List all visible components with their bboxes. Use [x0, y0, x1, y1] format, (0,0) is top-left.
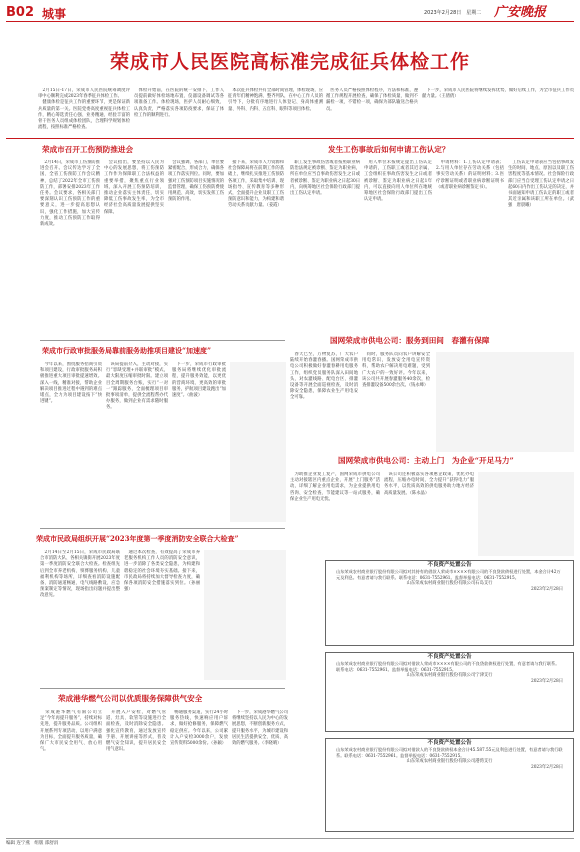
lead-col-3: 本次征兵体检共有全部时间管理，体检现场，应征青年们精神饱满、整齐列队，在中心工作人员的引导下，分批有序地进行人体登记、身高体重测量、外科、内科、五官科、眼科等项目体检。: [228, 88, 323, 112]
article-d-col-1: 荣成港华燃气有限公司立足“今年再提升服务”，持续对标先进，提升服务品质。公司组织开展系列专项活动，以用户满意为目标，全面提升服务质量，确保广大市民安全用气、放心用气。: [40, 710, 102, 753]
notice-3: [325, 738, 574, 832]
article-e-col-4: 工伤认定申请表应当包括事故发生的时间、地点、原因以及职工伤害程度等基本情况。社会保险行政部门应当自受理工伤认定申请之日起60日内作出工伤认定的决定，并书面通知申请工伤认定的职工或者其近亲属和该职工所在单位。（武强 唐晨曦）: [508, 160, 574, 209]
article-f-col-2: 同时，服务队员向农户讲解安全用电常识，发放安全用电宣传资料，帮助农户解决用电难题，受到广大农户的一致好评。今年以来，该公司共开展春灌服务40余次，检查排灌设备500余台次。（钱永峰）: [362, 352, 430, 389]
article-c-col-1: 2月14日至2月15日，荣成市民政局联合市消防大队、各相关镇街开展2023年度第一季度消防安全联合大检查。检查组先后到全市养老机构、殡葬服务机构、儿童福利机构等场所，详细查看消防设施配备、消防通道畅通、电气线路敷设、应急预案制定等情况，现场指出问题并提出整改意见。: [40, 550, 120, 599]
notice-1: [325, 560, 574, 646]
lead-headline: 荣成市人民医院高标准完成征兵体检工作: [109, 51, 470, 73]
article-f-col-1: 春天已至，万物复苏，广大农户陆续开始春灌春播。国网荣成市供电公司积极做好春灌春耕用电服务工作，组织党员服务队深入田间地头，对农灌线路、配电台区、排灌设备等开展全面巡视检查，及时消除安全隐患，保障农业生产用电安全可靠。: [290, 352, 358, 401]
article-c-col-3: [204, 550, 286, 680]
section-name: 城事: [42, 7, 67, 21]
article-c-headline: 荣成市民政局组织开展“2023年度第一季度消防安全联合大检查”: [36, 534, 239, 543]
article-b-divider: [40, 528, 285, 529]
page-header: [6, 4, 574, 22]
notice-3-org: 山东荣成农村商业银行股份有限公司港湾支行: [406, 759, 493, 764]
notice-1-title: 不良资产处置公告: [427, 562, 472, 568]
notice-1-body: 山东荣成农村商业银行股份有限公司拟对其持有的借款人荣成市××××有限公司的不良贷款债权进行处置，本金合计42万元及利息。有意者请与我行联系。联系电话：0631-7552961。监督举报电话：0631-7552915。: [336, 569, 561, 580]
article-f-col-3: [436, 352, 574, 452]
lead-col-5: 下一步，荣成市人民医院将继续发挥优势，做好后续工作，为全市征兵工作贡献力量。（王倩倩）: [422, 88, 574, 100]
article-a-col-1: 2月14日，荣成市工伤预防推进会召开。会议传达学习了全国、全省工伤预防工作会议精神，总结了2022年全市工伤预防工作，部署安排2023年工作任务。会议要求，各相关部门要深刻认识工伤预防工作的重要意义，进一步提高思想认识，强化工作措施，加大宣传力度，推动工伤预防工作取得新成效。: [40, 160, 100, 228]
article-d-col-3: 畅通服务渠道，实行24小时服务热线，快速响应用户诉求，做好抢修服务，保障燃气稳定供应。今年以来，公司累计入户安检3000余户，发放宣传资料5000余份。（孙颖）: [170, 710, 228, 747]
article-a-col-4: 接下来，荣成市人力资源和社会保障局将在前期工作的基础上，继续扎实推进工伤预防各项工作，采取集中培训、现场指导、宣传教育等多种形式，全面提升企业及职工工伤预防意识和能力，为构建和谐劳动关系贡献力量。（姜霞）: [228, 160, 284, 209]
lead-divider: [6, 138, 574, 139]
notice-2: [325, 652, 574, 732]
notice-2-body: 山东荣成农村商业银行股份有限公司拟对借款人荣成市××××有限公司的不良贷款债权进行处置，有意者请与我行联系。联系电话：0631-7552961。监督举报电话：0631-7552915。: [336, 661, 560, 672]
article-c-col-2: 通过本次检查，有效提高了荣成市养老服务机构工作人员的消防安全意识，进一步消除了各类安全隐患，为构建和谐稳定的社会环境夯实基础。接下来，市民政局将持续加大督导检查力度，确保各项消防安全措施落实到位。（孙丽强）: [124, 550, 200, 593]
masthead-logo: 广安晚报: [494, 5, 547, 20]
page-footer: [6, 838, 574, 849]
notice-3-body: 山东荣成农村商业银行股份有限公司拟对借款人的不良贷款债权本金合计45.587.55元及利息进行处置，有意者请与我行联系。联系电话：0631-7552961。监督举报电话：0631-7552915。: [336, 747, 563, 758]
article-d-headline: 荣成港华燃气公司以优质服务保障供气安全: [58, 694, 203, 703]
article-e-col-1: 职工发生事故伤害或者按照职业病防治法规定被诊断、鉴定为职业病，所在单位应当自事故伤害发生之日或者被诊断、鉴定为职业病之日起30日内，向统筹地区社会保险行政部门提出工伤认定申请。: [290, 160, 360, 197]
lead-col-1: 2月15日-17日，荣成市人民医院统筹调度评审中心顺利完成2023年春季征兵体检工作。 健康体检是征兵工作的重要环节，更是保证新兵质量的第一关。医院党委高度重视征兵体检工作，精心筹选责任心强、业务精通、经验丰富的骨干医务人员组成体检团队，合理科学规划体检流程，按照标准严格检查。: [38, 88, 130, 131]
article-g-col-3: [478, 472, 574, 556]
article-d-col-4: 下一步，荣成港华燃气公司将继续坚持以人民为中心的发展思想，不断创新服务方式，提升服务水平，为城市建设和居民生活提供安全、优质、高效的燃气服务。（李晓晴）: [232, 710, 288, 747]
notice-1-org: 山东荣成农村商业银行股份有限公司石岛支行: [406, 581, 493, 586]
notice-3-title: 不良资产处置公告: [427, 740, 472, 746]
footer-credits: 编辑 连宁燕 组版 邵舒涓: [6, 841, 59, 846]
notice-1-date: 2023年2月28日: [530, 587, 563, 592]
article-g-col-2: 该公司还积极落实各项惠企政策，优化办电流程，压缩办电时间，全力提升“获得电力”服务水平，以优质高效的供电服务助力地方经济高质量发展。（陈永晶）: [384, 472, 474, 496]
article-b-col-4: [230, 362, 286, 522]
article-g-col-1: 为助推企业复工复产，国网荣成市供电公司主动对接辖区内重点企业，开展“上门服务”活动，详细了解企业用电需求，为企业提供用电咨询、安全检查、节能建议等一站式服务，确保企业生产用电无忧。: [290, 472, 380, 502]
article-b-col-1: 今年以来，围绕服务招商引资和项目建设，行政审批服务局积极推进重大项目审批提速增效。深入一线，精准对接，帮助企业解决项目推进过程中遇到的难点堵点，全力为项目建设按下“快进键”。: [40, 362, 102, 405]
article-d-col-2: 开展入户安检，对燃气管道、灶具、软管等设施进行全面检查，及时消除安全隐患。强化宣传教育，通过发放宣传手册、开展讲座等形式，普及燃气安全知识，提升居民安全用气意识。: [106, 710, 166, 753]
article-a-col-2: 会议指出，要坚持以人民为中心的发展思想，将工伤预防工作作为保障职工合法权益的重要举措，聚焦重点行业领域，深入开展工伤预防培训，推动企业落实主体责任，切实降低工伤事故发生率，为全市经济社会高质量发展提供坚实保障。: [104, 160, 164, 215]
notice-2-date: 2023年2月28日: [530, 679, 563, 684]
article-e-col-2: 用人单位未按规定提出工伤认定申请的，工伤职工或者其近亲属、工会组织在事故伤害发生之日或者被诊断、鉴定为职业病之日起1年内，可以直接向用人单位所在地统筹地区社会保险行政部门提出工伤认定申请。: [364, 160, 432, 203]
page-number: B02: [6, 5, 34, 20]
notice-3-date: 2023年2月28日: [530, 765, 563, 770]
article-b-col-3: 下一步，荣成市行政审批服务局将继续优化审批流程，提升服务效能，以更优的营商环境、更高效的审批服务，护航项目建设跑出“加速度”。（曲波）: [172, 362, 226, 399]
article-g-headline: 国网荣成市供电公司：主动上门 为企业“开足马力”: [338, 456, 514, 465]
article-e-headline: 发生工伤事故后如何申请工伤认定？: [328, 145, 450, 154]
article-a-col-3: 会议强调，各部门、单位要紧密配合，形成合力，确保各项工作落实到位。同时，要加强对工伤预防项目实施情况的监督管理，确保工伤预防费使用规范、高效，切实发挥工伤预防的作用。: [168, 160, 224, 203]
article-f-headline: 国网荣成市供电公司：服务到田间 春灌有保障: [330, 336, 490, 345]
article-b-col-2: 该局提前介入，主动对接，实行“容缺受理+并联审批”模式，最大限度压缩审批时限。建立项目全周期服务台账，实行“一对一”跟踪服务，全面梳理项目审批事项清单，提供全流程帮办代办服务，做到企业有需求随时服务。: [106, 362, 168, 411]
article-a-headline: 荣成市召开工伤预防推进会: [42, 145, 134, 154]
lead-col-4: 医务人员严格按照体检程序，方法和标准，遵循工作规程开展检查，确保了体检质量，做到不漏检一项，不错检一项，确保为部队输送合格兵员。: [326, 88, 418, 112]
notice-2-org: 山东荣成农村商业银行股份有限公司宁津支行: [406, 673, 493, 678]
article-e-col-3: 申请材料：1.工伤认定申请表；2.与用人单位存在劳动关系（包括事实劳动关系）的证明材料；3.医疗诊断证明或者职业病诊断证明书（或者职业病诊断鉴定书）。: [436, 160, 504, 190]
lead-col-2: 体检开始前，在医院的统一安排下，工作人员提前做好体检场地布置、仪器设备调试等各项准备工作。体检现场，医护人员耐心细致、认真负责，严格落实各项防疫要求，保证了体检工作的顺利进行。: [134, 88, 224, 118]
article-a-divider: [40, 340, 285, 341]
notice-2-title: 不良资产处置公告: [427, 654, 472, 660]
article-b-headline: 荣成市行政审批服务局靠前服务助推项目建设“加速度”: [42, 346, 212, 355]
issue-date: 2023年2月28日 星期二: [424, 10, 482, 16]
article-c-divider: [40, 688, 285, 689]
